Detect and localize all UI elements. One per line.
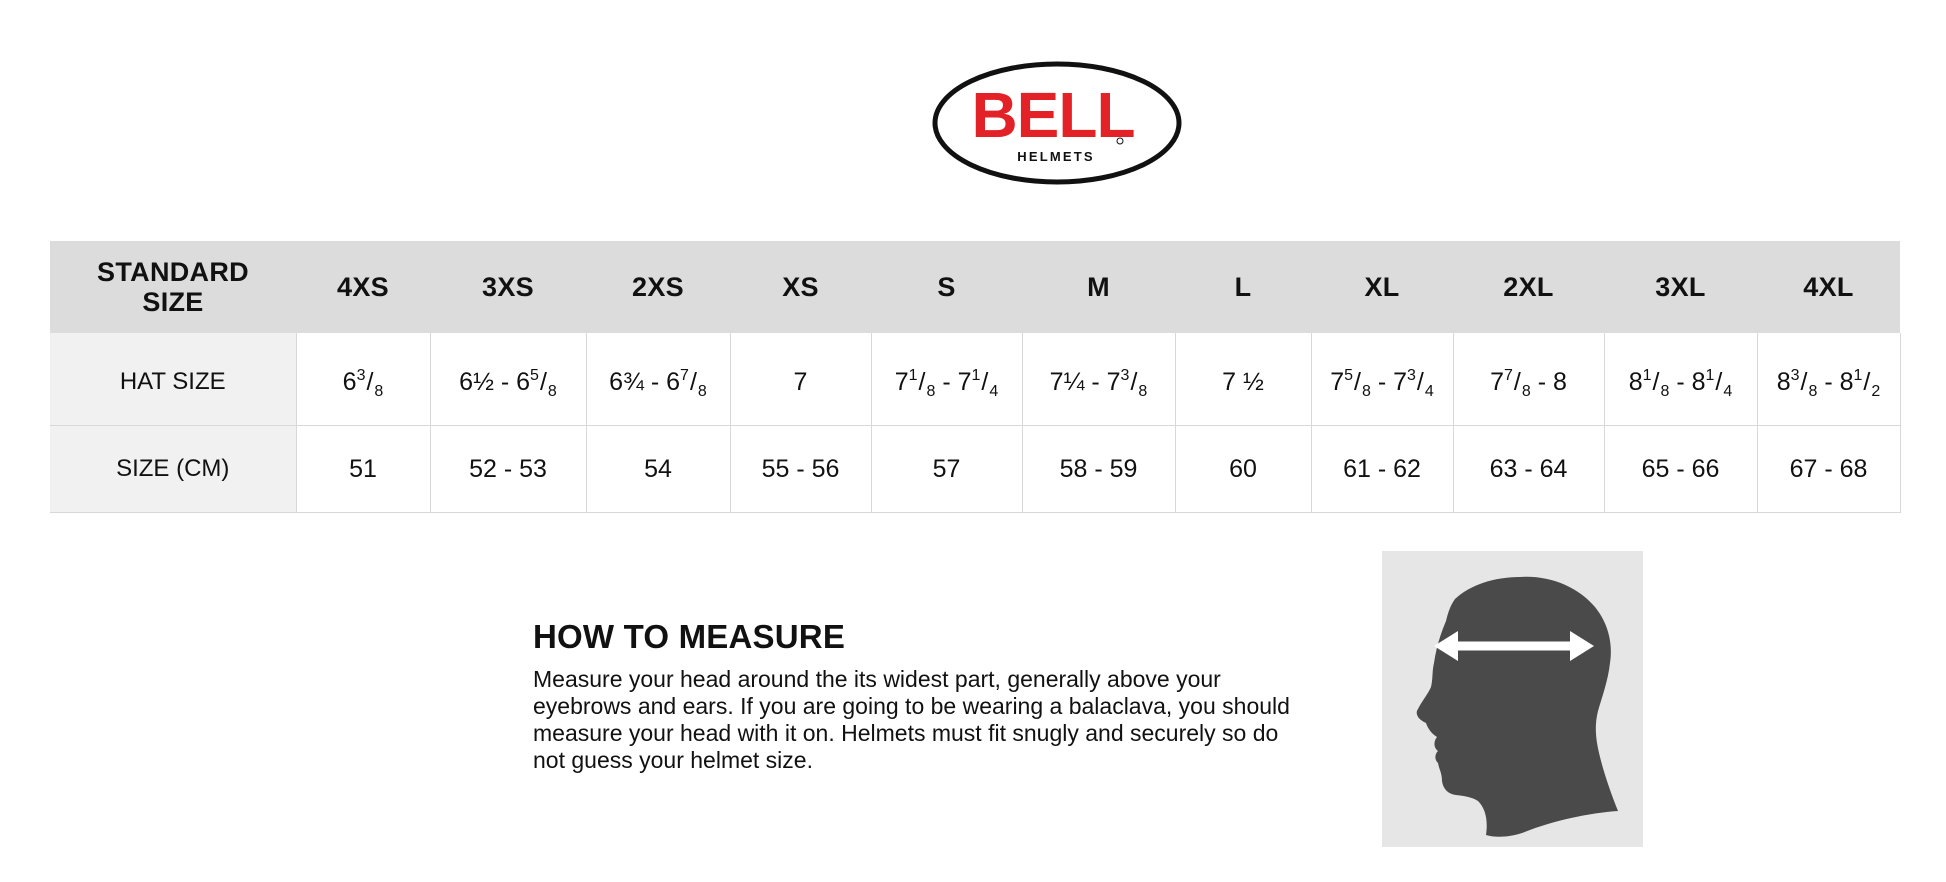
size-cm-m: 58 - 59 [1022,426,1175,513]
hat-size-xs: 7 [730,333,871,426]
bell-helmets-logo [932,60,1182,186]
size-header-3xl: 3XL [1604,241,1757,333]
size-header-3xs: 3XS [430,241,586,333]
bell-logo-icon [932,60,1182,186]
size-header-xl: XL [1311,241,1453,333]
svg-text:BELL: BELL [971,79,1135,151]
hat-size-3xl: $8^1/_8 - 8^1/_4$ [1604,333,1757,426]
how-to-measure-section [533,618,1293,774]
size-header-2xl: 2XL [1453,241,1604,333]
hat-size-s: $7^1/_8 - 7^1/_4$ [871,333,1022,426]
size-cm-2xs: 54 [586,426,730,513]
size-cm-label: SIZE (CM) [50,426,296,513]
hat-size-xl: $7^5/_8 - 7^3/_4$ [1311,333,1453,426]
size-cm-4xl: 67 - 68 [1757,426,1900,513]
head-measure-illustration [1382,551,1643,847]
how-to-measure-title: HOW TO MEASURE [533,618,846,655]
size-header-xs: XS [730,241,871,333]
size-cm-2xl: 63 - 64 [1453,426,1604,513]
hat-size-4xs: $6^3/_8$ [296,333,430,426]
hat-size-2xl: $7^7/_8 - 8$ [1453,333,1604,426]
size-cm-s: 57 [871,426,1022,513]
size-chart-table [50,241,1901,513]
size-cm-xl: 61 - 62 [1311,426,1453,513]
size-header-4xl: 4XL [1757,241,1900,333]
size-cm-4xs: 51 [296,426,430,513]
hat-size-3xs: 6½ - $6^5/_8$ [430,333,586,426]
hat-size-label: HAT SIZE [50,333,296,426]
head-profile-icon [1382,551,1643,847]
hat-size-2xs: 6¾ - $6^7/_8$ [586,333,730,426]
svg-text:HELMETS: HELMETS [1017,149,1095,164]
hat-size-4xl: $8^3/_8 - 8^1/_2$ [1757,333,1900,426]
size-header-2xs: 2XS [586,241,730,333]
hat-size-l: 7 ½ [1175,333,1311,426]
size-cm-3xl: 65 - 66 [1604,426,1757,513]
size-header-m: M [1022,241,1175,333]
size-header-row [50,241,1900,333]
size-header-4xs: 4XS [296,241,430,333]
size-cm-xs: 55 - 56 [730,426,871,513]
size-header-s: S [871,241,1022,333]
hat-size-m: 7¼ - $7^3/_8$ [1022,333,1175,426]
size-cm-3xs: 52 - 53 [430,426,586,513]
size-header-l: L [1175,241,1311,333]
size-cm-l: 60 [1175,426,1311,513]
standard-size-header: STANDARD SIZE [50,241,296,333]
hat-size-row [50,333,1900,426]
size-cm-row [50,426,1900,513]
how-to-measure-text: Measure your head around the its widest part, generally above your eyebrows and ears. If you are going to be wearing a balaclava, you should measure your head with it on. Helmets must fit snugly and securely so do not guess your helmet size. [533,666,1290,773]
